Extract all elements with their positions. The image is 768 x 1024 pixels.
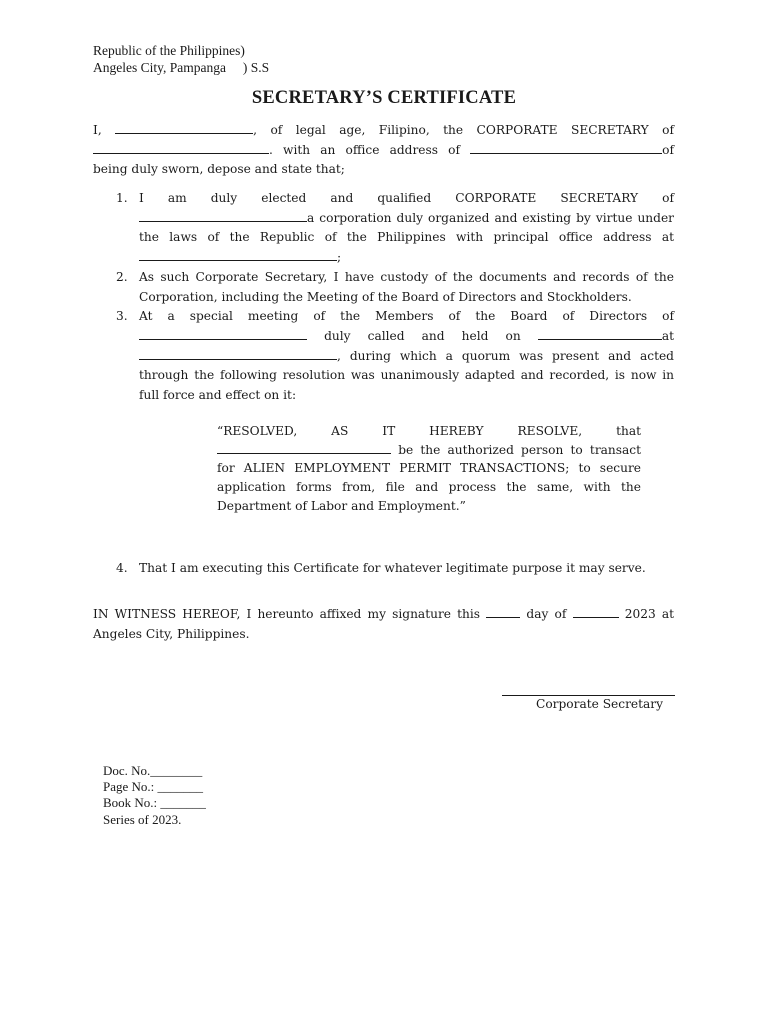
item-3-text-3: at [661,328,675,343]
list-item [93,189,674,268]
item-3-text-4: , during which a quorum was present and acted through the following resolution was unanimously adapted and recorded, is now in full force and effect on it: [139,348,674,403]
item-1-text-3: ; [337,250,342,265]
resolution-text-1: “RESOLVED, AS IT HEREBY RESOLVE, that [217,424,641,438]
doc-number: Doc. No.________ [103,763,203,778]
item-2-text: As such Corporate Secretary, I have custody of the documents and records of the Corporation, including the Meeting of the Board of Directors and Stockholders. [139,269,674,304]
item-number: 4. [116,561,128,575]
corporation-name-blank [139,209,307,222]
day-blank [486,605,520,618]
intro-text-2: , of legal age, Filipino, the CORPORATE SECRETARY of [253,123,674,137]
resolution-text-2: be the authorized person to transact for ALIEN EMPLOYMENT PERMIT TRANSACTIONS; to secure application forms from, file and process the same, with the Department of Labor and Employment.” [217,442,641,513]
item-3-text-2: duly called and held on [324,328,521,343]
item-4-text: That I am executing this Certificate for whatever legitimate purpose it may serve. [139,561,646,575]
witness-text-1: IN WITNESS HEREOF, I hereunto affixed my signature this [93,607,481,621]
item-number: 1. [116,191,128,205]
month-blank [573,605,619,618]
notarial-details [103,763,206,828]
list-item [93,307,674,406]
venue-line-1: Republic of the Philippines) [93,43,245,58]
signature-line [502,695,675,696]
item-1-text-1: I am duly elected and qualified CORPORATE SECRETARY of [139,191,674,205]
list-item [93,268,674,307]
principal-address-blank [139,248,337,261]
venue-line-2: Angeles City, Pampanga ) S.S [93,59,270,75]
witness-text-2: day of [526,607,567,621]
item-number: 3. [116,309,128,324]
meeting-date-blank [538,327,662,340]
signature-label: Corporate Secretary [536,697,664,711]
series-year: Series of 2023. [103,811,182,827]
meeting-place-blank [139,347,337,360]
document-title: SECRETARY’S CERTIFICATE [251,88,517,108]
name-blank [115,121,253,134]
office-address-blank [470,141,662,154]
page-number: Page No.: _______ [103,779,204,795]
venue-header [93,43,269,76]
witness-text-3: 2023 at Angeles City, Philippines. [93,607,675,641]
resolution-quote [217,422,641,516]
authorized-person-blank [217,441,391,454]
intro-paragraph [93,121,674,180]
company-blank [139,327,307,340]
corporation-blank [93,141,269,154]
intro-text-3: . with an office address of [269,142,460,157]
statement-list [93,189,674,406]
witness-paragraph [93,605,674,644]
item-3-text-1: At a special meeting of the Members of the Board of Directors of [139,309,674,324]
item-1-text-2: a corporation duly organized and existing by virtue under the laws of the Republic of the Philippines with principal office address at [139,210,674,245]
book-number: Book No.: _______ [103,795,206,811]
intro-text-4: of being duly sworn, depose and state that; [93,142,675,177]
item-number: 2. [116,269,128,284]
intro-text-1: I, [93,123,102,137]
